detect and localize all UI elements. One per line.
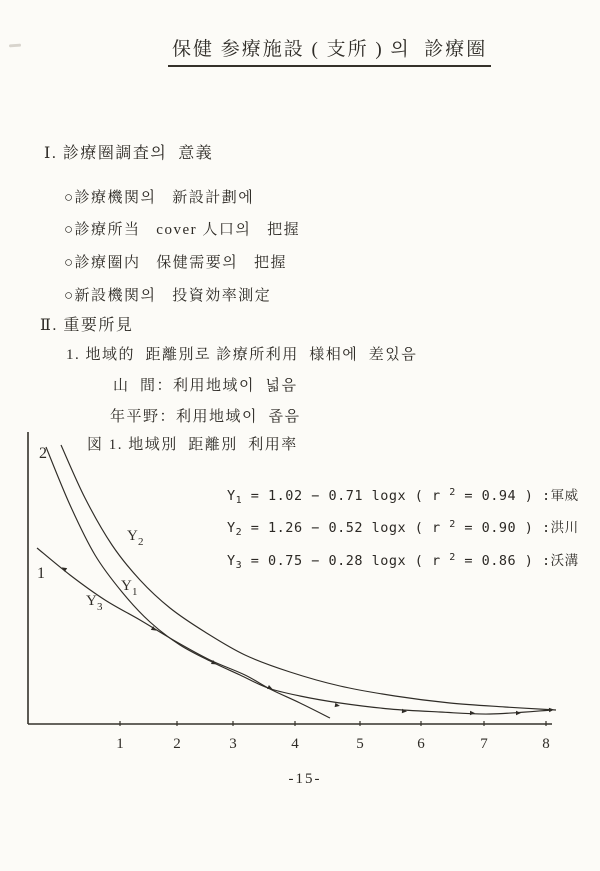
figure-caption: 図 1. 地域別 距離別 利用率 bbox=[87, 437, 298, 453]
equation-y2-exp: 2 bbox=[449, 519, 456, 530]
curve-label-sub-Y2: 2 bbox=[138, 536, 144, 548]
x-tick-label: 7 bbox=[480, 736, 488, 752]
figure-chart bbox=[0, 430, 600, 770]
equation-y3-body: = 0.75 − 0.28 logx ( r bbox=[242, 553, 450, 569]
curve-label-sub-Y1: 1 bbox=[132, 586, 138, 598]
equation-y1-var: Y bbox=[227, 488, 236, 504]
equation-y1 bbox=[227, 484, 579, 506]
bullet-health-demand: ○診療圈内 保健需要의 把握 bbox=[64, 255, 288, 271]
equation-y3 bbox=[227, 549, 579, 571]
y-axis-label: 2 bbox=[39, 445, 47, 462]
curve-label-Y2: Y bbox=[127, 528, 138, 544]
equation-y2-sub: 2 bbox=[235, 527, 243, 538]
equation-y1-exp: 2 bbox=[449, 487, 456, 498]
data-marker bbox=[470, 711, 475, 716]
x-tick-label: 4 bbox=[291, 736, 299, 752]
equation-y2 bbox=[227, 516, 579, 538]
equation-y1-tail: = 0.94 ) :軍威 bbox=[455, 488, 579, 504]
finding-item-1: 1. 地域的 距離別로 診療所利用 様相에 差있음 bbox=[66, 347, 418, 363]
equation-y1-sub: 1 bbox=[235, 495, 243, 506]
page-number: -15- bbox=[288, 771, 322, 787]
equation-y2-tail: = 0.90 ) :洪川 bbox=[455, 520, 579, 536]
bullet-new-facility-planning: ○診療機関의 新設計劃에 bbox=[64, 190, 255, 206]
x-tick-label: 2 bbox=[173, 736, 181, 752]
bullet-investment-efficiency: ○新設機関의 投資効率測定 bbox=[64, 288, 272, 304]
equation-y3-exp: 2 bbox=[449, 552, 456, 563]
x-tick-label: 1 bbox=[116, 736, 124, 752]
equation-y3-var: Y bbox=[227, 553, 236, 569]
curve-label-Y1: Y bbox=[121, 578, 132, 594]
y-axis-label: 1 bbox=[37, 565, 45, 582]
section-1-heading: Ⅰ. 診療圈調査의 意義 bbox=[44, 145, 214, 162]
page-title: 保健 参療施設 ( 支所 ) 의 診療圈 bbox=[168, 34, 491, 67]
section-2-heading: Ⅱ. 重要所見 bbox=[40, 317, 134, 334]
bullet-cover-population: ○診療所当 cover 人口의 把握 bbox=[64, 222, 301, 238]
scan-artifact bbox=[9, 44, 21, 48]
equation-y2-body: = 1.26 − 0.52 logx ( r bbox=[242, 520, 450, 536]
x-tick-label: 5 bbox=[356, 736, 364, 752]
data-marker bbox=[549, 707, 554, 712]
equation-y3-sub: 3 bbox=[235, 560, 243, 571]
curve-label-sub-Y3: 3 bbox=[97, 601, 103, 613]
data-marker bbox=[516, 711, 521, 715]
x-tick-label: 6 bbox=[417, 736, 425, 752]
x-tick-label: 3 bbox=[229, 736, 237, 752]
mountain-area-line: 山 間：利用地域이 넓음 bbox=[113, 378, 298, 394]
equation-y3-tail: = 0.86 ) :沃溝 bbox=[455, 553, 579, 569]
equation-y1-body: = 1.02 − 0.71 logx ( r bbox=[242, 488, 450, 504]
x-tick-label: 8 bbox=[542, 736, 550, 752]
equation-y2-var: Y bbox=[227, 520, 236, 536]
curve-label-Y3: Y bbox=[86, 593, 97, 609]
data-marker bbox=[335, 703, 341, 708]
plain-area-line: 年平野：利用地域이 좁음 bbox=[110, 409, 301, 425]
